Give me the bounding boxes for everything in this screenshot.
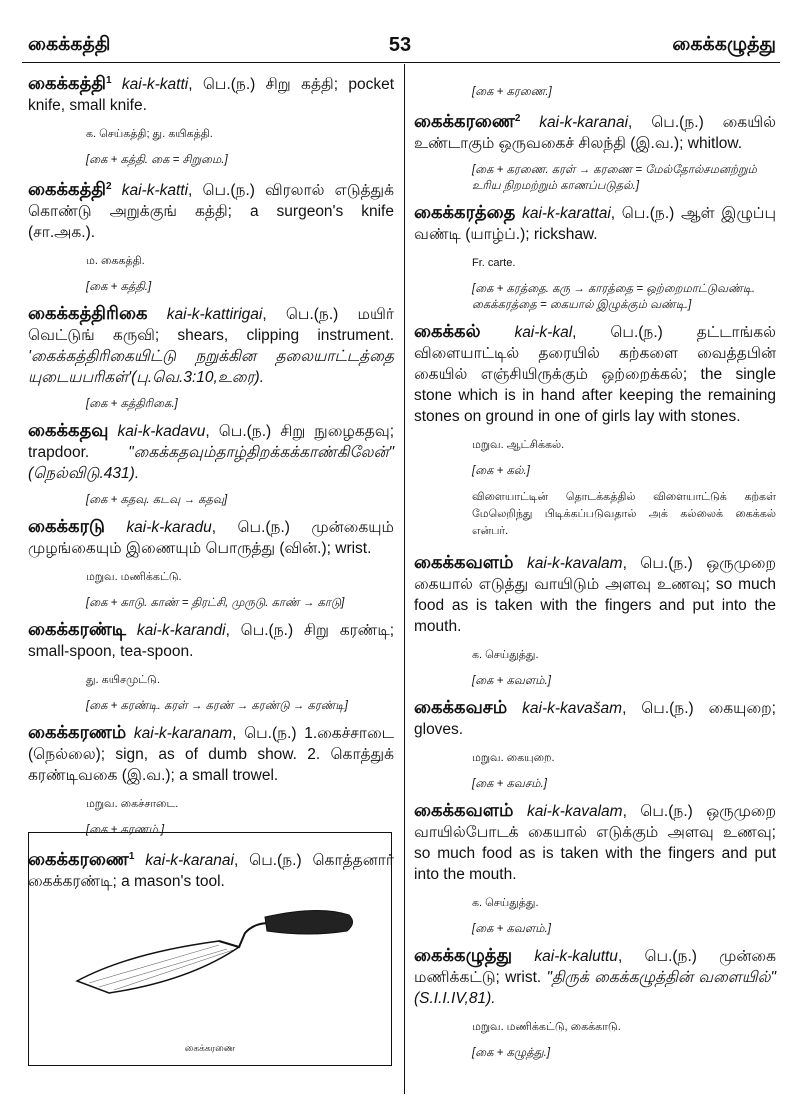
definition: , பெ.(ந.) மயிர் வெட்டுங் கருவி; shears, clipping instrument. bbox=[28, 306, 394, 345]
header-left-guideword: கைக்கத்தி bbox=[28, 34, 111, 55]
dictionary-entry bbox=[28, 722, 394, 786]
cognate-note: Fr. carte. bbox=[472, 257, 516, 270]
headword: கைக்கழுத்து bbox=[414, 945, 513, 966]
etymology: [கை + கழுத்து.] bbox=[472, 1047, 551, 1060]
cognate-note: மறுவ. மணிக்கட்டு. bbox=[86, 571, 182, 584]
dictionary-entry bbox=[414, 552, 776, 637]
headword: கைக்கரத்தை bbox=[414, 202, 516, 223]
citation: 'கைக்கத்திரிகையிட்டு நறுக்கின தலையாட்டத்தை யுடையபரிகள்'(பு.வெ.3:10,உரை). bbox=[28, 348, 394, 387]
dictionary-entry bbox=[414, 800, 776, 885]
headword: கைக்கரணை bbox=[414, 111, 515, 132]
etymology: [கை + கவளம்.] bbox=[472, 923, 551, 936]
dictionary-entry bbox=[28, 420, 394, 484]
left-column bbox=[28, 70, 394, 898]
cognate-note: மறுவ. கையுறை. bbox=[472, 752, 555, 765]
dictionary-entry bbox=[28, 176, 394, 243]
transliteration: kai-k-kavašam bbox=[522, 700, 623, 718]
definition: , பெ.(ந.) சிறு கரண்டி; small-spoon, tea-spoon. bbox=[28, 622, 394, 661]
etymology: [கை + கரத்தை. கரு → காரத்தை = ஒற்றைமாட்டுவண்டி. கைக்கரத்தை = கையால் இழுக்கும் வண்டி.] bbox=[472, 283, 756, 312]
transliteration: kai-k-karadu bbox=[126, 519, 212, 537]
etymology: [கை + கவளம்.] bbox=[472, 675, 551, 688]
headword: கைக்கரணம் bbox=[28, 722, 127, 743]
transliteration: kai-k-karanai bbox=[145, 852, 234, 870]
headword: கைக்கல் bbox=[414, 321, 481, 342]
headword: கைக்கவளம் bbox=[414, 800, 514, 821]
dictionary-entry bbox=[28, 516, 394, 559]
definition: , பெ.(ந.) ஒருமுறை வாயில்போடக் கையால் எடுக்கும் அளவு உணவு; so much food as is taken with the fingers and put into the mouth. bbox=[414, 803, 776, 884]
definition: , பெ.(ந.) விரலால் எடுத்துக் கொண்டு அறுக்குங் கத்தி; a surgeon's knife (சா.அக.). bbox=[28, 182, 394, 242]
page-number: 53 bbox=[388, 34, 412, 56]
usage-note: விளையாட்டின் தொடக்கத்தில் விளையாட்டுக் கற்கள் மேலெறிந்து பிடிக்கப்படுவதால் அக் கல்லைக் கைக்கல் என்பர். bbox=[472, 491, 776, 538]
dictionary-entry bbox=[28, 619, 394, 662]
figure-caption: கைக்கரணை bbox=[184, 1043, 236, 1053]
transliteration: kai-k-kavalam bbox=[526, 803, 623, 821]
headword: கைக்கத்தி bbox=[28, 179, 107, 200]
cognate-note: து. கயிசமுட்டு. bbox=[86, 674, 160, 687]
homograph-number: 2 bbox=[514, 113, 521, 124]
etymology: [கை + கரணை. கரள் → கரணை = மேல்தோல்சமனற்றும் உரிய நிறமற்றும் காணப்படுதல்.] bbox=[472, 164, 757, 193]
dictionary-entry bbox=[414, 108, 776, 154]
definition: , பெ.(ந.) சிறு கத்தி; pocket knife, small knife. bbox=[28, 76, 395, 115]
homograph-number: 2 bbox=[106, 181, 112, 193]
transliteration: kai-k-kattirigai bbox=[166, 306, 263, 324]
etymology: [கை + கரண்டி. கரள் → கரண் → கரண்டு → கரண்டி] bbox=[86, 700, 348, 713]
citation: "திருக் கைக்கழுத்தின் வளையில்"(S.I.I.IV,81). bbox=[414, 969, 776, 1008]
page-header bbox=[0, 0, 800, 62]
right-column bbox=[414, 76, 776, 1069]
header-rule bbox=[22, 62, 780, 63]
definition: , பெ.(ந.) முன்கை மணிக்கட்டு; wrist. bbox=[414, 948, 776, 987]
headword: கைக்கரணை bbox=[28, 849, 129, 870]
cognate-note: க. செய்கத்தி; து. கயிகத்தி. bbox=[86, 128, 213, 141]
transliteration: kai-k-karattai bbox=[522, 205, 611, 223]
headword: கைக்கரடு bbox=[28, 516, 105, 537]
dictionary-entry bbox=[414, 321, 776, 427]
etymology: [கை + கதவு. கடவு → கதவு] bbox=[86, 494, 228, 507]
cognate-note: மறுவ. ஆட்சிக்கல். bbox=[472, 439, 565, 452]
etymology: [கை + கத்திரிகை.] bbox=[86, 398, 178, 411]
headword: கைக்கவளம் bbox=[414, 552, 514, 573]
dictionary-entry bbox=[28, 303, 394, 388]
transliteration: kai-k-kal bbox=[514, 324, 573, 342]
transliteration: kai-k-katti bbox=[121, 76, 189, 94]
headword: கைக்கரண்டி bbox=[28, 619, 127, 640]
etymology: [கை + கரணை.] bbox=[472, 86, 552, 98]
transliteration: kai-k-kaluttu bbox=[534, 948, 618, 966]
transliteration: kai-k-kadavu bbox=[117, 423, 206, 441]
dictionary-entry bbox=[28, 70, 394, 116]
etymology: [கை + கவசம்.] bbox=[472, 778, 547, 791]
header-right-guideword: கைக்கழுத்து bbox=[672, 34, 776, 55]
dictionary-entry bbox=[414, 945, 776, 1009]
dictionary-entry bbox=[414, 697, 776, 740]
transliteration: kai-k-kavalam bbox=[526, 555, 623, 573]
etymology: [கை + கல்.] bbox=[472, 465, 530, 478]
definition: , பெ.(ந.) முன்கையும் முழங்கையும் இணையும் பொருத்து (வின்.); wrist. bbox=[28, 519, 394, 558]
homograph-number: 1 bbox=[128, 851, 135, 863]
definition: , பெ.(ந.) கொத்தனார் கைக்கரண்டி; a mason's tool. bbox=[28, 852, 394, 891]
etymology: [கை + கத்தி. கை = சிறுமை.] bbox=[86, 154, 228, 167]
cognate-note: க. செய்துத்து. bbox=[472, 897, 539, 910]
definition: , பெ.(ந.) சிறு நுழைகதவு; trapdoor. bbox=[28, 423, 394, 462]
definition: , பெ.(ந.) ஒருமுறை கையால் எடுத்து வாயிடும் அளவு உணவு; so much food as is taken with the fingers and put into the mouth. bbox=[414, 555, 776, 636]
headword: கைக்கதவு bbox=[28, 420, 109, 441]
cognate-note: மறுவ. கைச்சாடை. bbox=[86, 798, 179, 811]
definition: , பெ.(ந.) ஆள் இழுப்பு வண்டி (யாழ்ப்.); rickshaw. bbox=[414, 205, 777, 244]
transliteration: kai-k-katti bbox=[121, 182, 189, 200]
headword: கைக்கத்தி bbox=[28, 73, 107, 94]
cognate-note: மறுவ. மணிக்கட்டு, கைக்காடு. bbox=[472, 1021, 621, 1034]
dictionary-entry bbox=[414, 202, 776, 245]
definition: , பெ.(ந.) கையுறை; gloves. bbox=[414, 700, 776, 739]
column-divider bbox=[404, 64, 405, 1094]
headword: கைக்கவசம் bbox=[414, 697, 508, 718]
trowel-illustration bbox=[28, 832, 392, 1066]
homograph-number: 1 bbox=[106, 75, 112, 86]
etymology: [கை + காடு. காண் = திரட்சி, முருடு. காண் → காடு] bbox=[86, 597, 345, 610]
citation: "கைக்கதவும்தாழ்திறக்கக்காண்கிலேன்" (நெல்விடு.431). bbox=[28, 444, 394, 483]
transliteration: kai-k-karanai bbox=[539, 114, 629, 132]
definition: , பெ.(ந.) கையில் உண்டாகும் ஒருவகைச் சிலந்தி (இ.வ.); whitlow. bbox=[414, 114, 776, 153]
cognate-note: ம. கைகத்தி. bbox=[86, 255, 145, 268]
cognate-note: க. செய்துத்து. bbox=[472, 649, 539, 662]
trowel-icon bbox=[69, 893, 359, 1013]
headword: கைக்கத்திரிகை bbox=[28, 303, 148, 324]
definition: , பெ.(ந.) தட்டாங்கல் விளையாட்டில் தரையில் கற்களை வைத்தபின் கையில் எஞ்சியிருக்கும் ஒற்றைக்கல்; the single stone which is in hand after keeping the remaining stones on ground in one of girls lay with stones. bbox=[414, 324, 776, 426]
etymology: [கை + கத்தி.] bbox=[86, 281, 152, 294]
definition: , பெ.(ந.) 1.கைச்சாடை (நெல்லை); sign, as of dumb show. 2. கொத்துக் கரண்டிவகை (இ.வ.); a small trowel. bbox=[28, 725, 394, 785]
etymology: [கை + கரணம்.] bbox=[86, 824, 165, 837]
transliteration: kai-k-karanam bbox=[133, 725, 233, 743]
transliteration: kai-k-karandi bbox=[136, 622, 226, 640]
